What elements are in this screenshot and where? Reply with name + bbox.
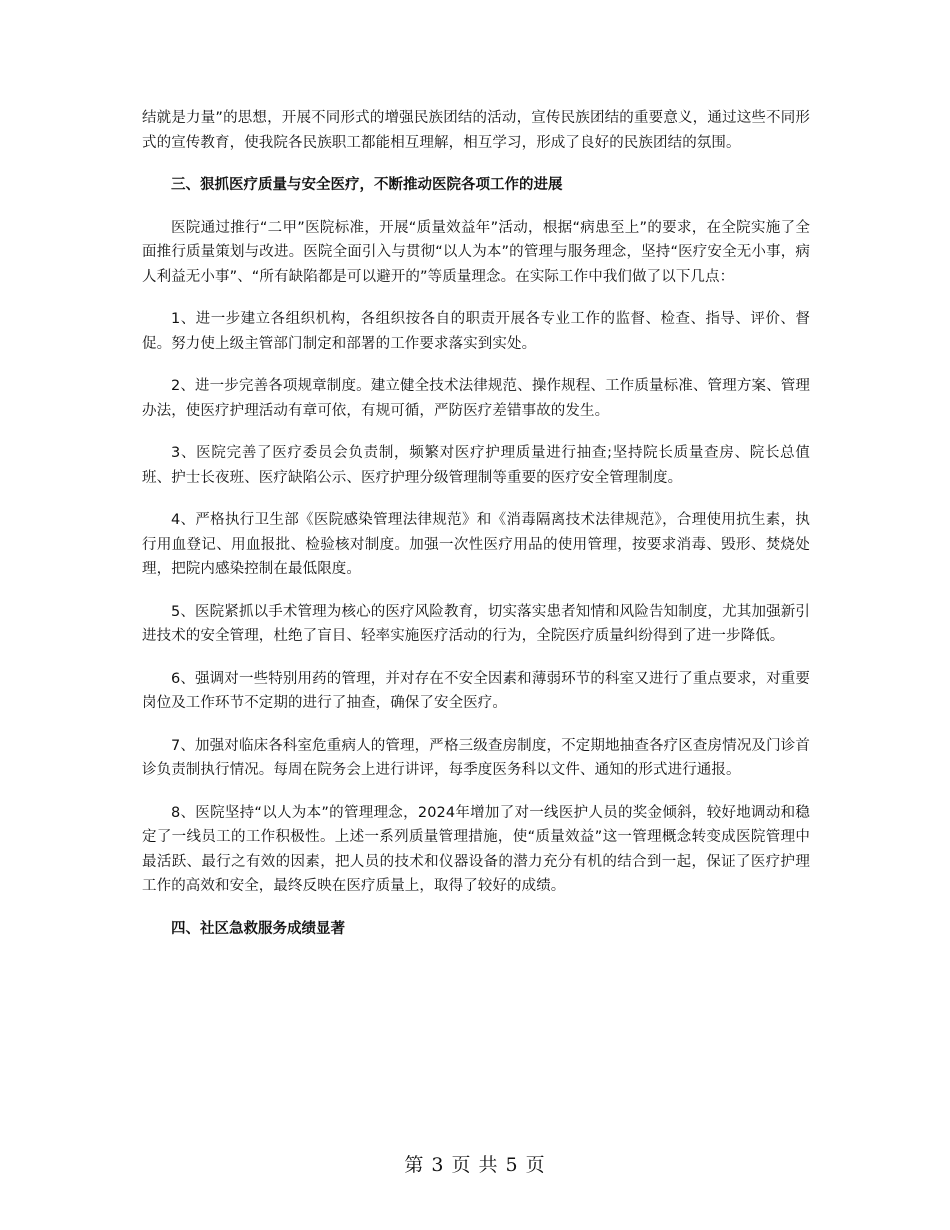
paragraph-point-8: 8、医院坚持“以人为本”的管理理念，2024年增加了对一线医护人员的奖金倾斜，较好地调动和稳定了一线员工的工作积极性。上述一系列质量管理措施，使“质量效益”这一管理概念转变成医院管理中最活跃、最行之有效的因素，把人员的技术和仪器设备的潜力充分有机的结合到一起，保证了医疗护理工作的高效和安全，最终反映在医疗质量上，取得了较好的成绩。 [142, 804, 810, 894]
paragraph-point-1: 1、进一步建立各组织机构，各组织按各自的职责开展各专业工作的监督、检查、指导、评价、督促。努力使上级主管部门制定和部署的工作要求落实到实处。 [142, 311, 810, 352]
paragraph-point-2: 2、进一步完善各项规章制度。建立健全技术法律规范、操作规程、工作质量标准、管理方案、管理办法，使医疗护理活动有章可依，有规可循，严防医疗差错事故的发生。 [142, 378, 810, 419]
section-heading-3: 三、狠抓医疗质量与安全医疗，不断推动医院各项工作的进展 [171, 177, 563, 193]
paragraph-quality-intro: 医院通过推行“二甲”医院标准，开展“质量效益年”活动，根据“病患至上”的要求，在全院实施了全面推行质量策划与改进。医院全面引入与贯彻“以人为本”的管理与服务理念，坚持“医疗安全无小事，病人利益无小事”、“所有缺陷都是可以避开的”等质量理念。在实际工作中我们做了以下几点： [142, 219, 810, 285]
document-body [142, 106, 810, 959]
section-heading-4: 四、社区急救服务成绩显著 [171, 920, 345, 937]
paragraph-unity-continuation: 结就是力量”的思想，开展不同形式的增强民族团结的活动，宣传民族团结的重要意义，通过这些不同形式的宣传教育，使我院各民族职工都能相互理解，相互学习，形成了良好的民族团结的氛围。 [142, 110, 810, 151]
paragraph-point-7: 7、加强对临床各科室危重病人的管理，严格三级查房制度，不定期地抽查各疗区查房情况及门诊首诊负责制执行情况。每周在院务会上进行讲评，每季度医务科以文件、通知的形式进行通报。 [142, 737, 810, 778]
paragraph-point-6: 6、强调对一些特别用药的管理，并对存在不安全因素和薄弱环节的科室又进行了重点要求，对重要岗位及工作环节不定期的进行了抽查，确保了安全医疗。 [142, 670, 810, 711]
paragraph-point-5: 5、医院紧抓以手术管理为核心的医疗风险教育，切实落实患者知情和风险告知制度，尤其加强新引进技术的安全管理，杜绝了盲目、轻率实施医疗活动的行为，全院医疗质量纠纷得到了进一步降低。 [142, 603, 810, 644]
paragraph-point-3: 3、医院完善了医疗委员会负责制，频繁对医疗护理质量进行抽查;坚持院长质量查房、院长总值班、护士长夜班、医疗缺陷公示、医疗护理分级管理制等重要的医疗安全管理制度。 [142, 445, 810, 486]
page-number-footer: 第 3 页 共 5 页 [404, 1154, 546, 1176]
paragraph-point-4: 4、严格执行卫生部《医院感染管理法律规范》和《消毒隔离技术法律规范》，合理使用抗生素，执行用血登记、用血报批、检验核对制度。加强一次性医疗用品的使用管理，按要求消毒、毁形、焚烧处理，把院内感染控制在最低限度。 [142, 512, 810, 577]
